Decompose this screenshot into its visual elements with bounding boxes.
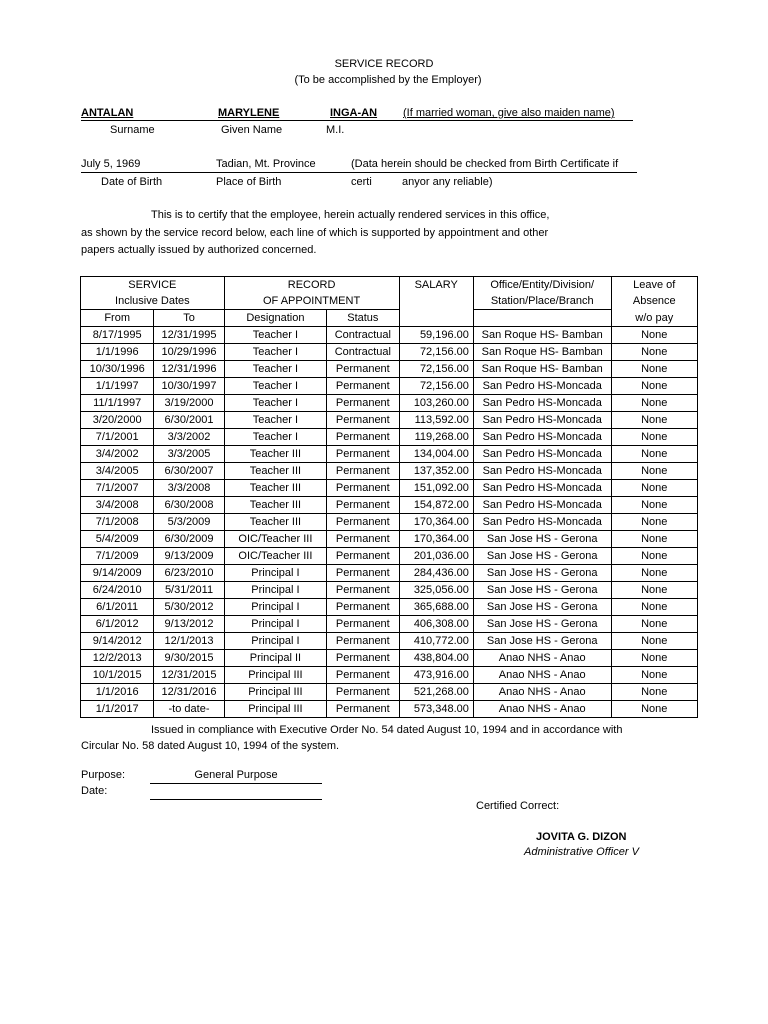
leave-without-pay-cell: None [611, 684, 697, 701]
to-date-cell: 9/13/2012 [154, 616, 224, 633]
salary-cell: 201,036.00 [399, 548, 473, 565]
leave-without-pay-cell: None [611, 344, 697, 361]
purpose-value: General Purpose [194, 769, 278, 781]
given-name-value: MARYLENE [218, 107, 280, 119]
header-leave-3: w/o pay [611, 310, 697, 327]
salary-cell: 325,056.00 [399, 582, 473, 599]
header-record: RECORD [224, 277, 399, 294]
from-date-cell: 1/1/2017 [81, 701, 154, 718]
table-row [81, 667, 698, 684]
from-date-cell: 3/4/2008 [81, 497, 154, 514]
table-row [81, 582, 698, 599]
office-cell: Anao NHS - Anao [473, 667, 611, 684]
designation-cell: Teacher III [224, 463, 326, 480]
salary-cell: 72,156.00 [399, 344, 473, 361]
office-cell: San Pedro HS-Moncada [473, 446, 611, 463]
office-cell: San Pedro HS-Moncada [473, 497, 611, 514]
leave-without-pay-cell: None [611, 599, 697, 616]
from-date-cell: 6/1/2012 [81, 616, 154, 633]
status-cell: Permanent [327, 361, 399, 378]
status-cell: Permanent [327, 463, 399, 480]
status-cell: Permanent [327, 497, 399, 514]
to-date-cell: 5/3/2009 [154, 514, 224, 531]
table-row [81, 344, 698, 361]
office-cell: Anao NHS - Anao [473, 650, 611, 667]
salary-cell: 103,260.00 [399, 395, 473, 412]
office-cell: San Pedro HS-Moncada [473, 412, 611, 429]
birth-place-label: Place of Birth [216, 176, 282, 188]
header-from: From [81, 310, 154, 327]
designation-cell: Teacher III [224, 480, 326, 497]
table-row [81, 378, 698, 395]
salary-cell: 137,352.00 [399, 463, 473, 480]
from-date-cell: 6/1/2011 [81, 599, 154, 616]
leave-without-pay-cell: None [611, 531, 697, 548]
designation-cell: Principal III [224, 667, 326, 684]
table-header-row-1 [81, 277, 698, 294]
status-cell: Permanent [327, 599, 399, 616]
birth-certificate-note: (Data herein should be checked from Birth Certificate if [351, 158, 619, 170]
to-date-cell: 12/1/2013 [154, 633, 224, 650]
designation-cell: Teacher I [224, 327, 326, 344]
to-date-cell: 6/30/2009 [154, 531, 224, 548]
certification-line-2: as shown by the service record below, each line of which is supported by appointment and other [81, 227, 549, 239]
status-cell: Permanent [327, 548, 399, 565]
header-office-1: Office/Entity/Division/ [473, 277, 611, 294]
salary-cell: 573,348.00 [399, 701, 473, 718]
compliance-line-1: Issued in compliance with Executive Order No. 54 dated August 10, 1994 and in accordance with [151, 724, 623, 736]
salary-cell: 438,804.00 [399, 650, 473, 667]
compliance-line-2: Circular No. 58 dated August 10, 1994 of the system. [81, 740, 340, 752]
leave-without-pay-cell: None [611, 480, 697, 497]
from-date-cell: 7/1/2001 [81, 429, 154, 446]
to-date-cell: 9/13/2009 [154, 548, 224, 565]
status-cell: Permanent [327, 650, 399, 667]
salary-cell: 154,872.00 [399, 497, 473, 514]
leave-without-pay-cell: None [611, 633, 697, 650]
office-cell: San Roque HS- Bamban [473, 361, 611, 378]
designation-cell: Teacher III [224, 497, 326, 514]
table-row [81, 412, 698, 429]
table-row [81, 395, 698, 412]
leave-without-pay-cell: None [611, 446, 697, 463]
leave-without-pay-cell: None [611, 429, 697, 446]
office-cell: San Jose HS - Gerona [473, 633, 611, 650]
office-cell: San Pedro HS-Moncada [473, 378, 611, 395]
header-leave-1: Leave of [611, 277, 697, 294]
header-office-2: Station/Place/Branch [473, 293, 611, 310]
status-cell: Contractual [327, 327, 399, 344]
birth-underline [81, 172, 637, 173]
salary-cell: 113,592.00 [399, 412, 473, 429]
to-date-cell: 3/3/2005 [154, 446, 224, 463]
designation-cell: Principal I [224, 565, 326, 582]
purpose-underline [150, 783, 322, 784]
table-row [81, 480, 698, 497]
salary-cell: 365,688.00 [399, 599, 473, 616]
office-cell: San Jose HS - Gerona [473, 565, 611, 582]
salary-cell: 473,916.00 [399, 667, 473, 684]
from-date-cell: 7/1/2007 [81, 480, 154, 497]
table-row [81, 684, 698, 701]
office-cell: San Pedro HS-Moncada [473, 480, 611, 497]
from-date-cell: 3/4/2002 [81, 446, 154, 463]
certified-correct-label: Certified Correct: [476, 800, 560, 812]
surname-label: Surname [110, 124, 155, 136]
table-row [81, 446, 698, 463]
certification-line-3: papers actually issued by authorized concerned. [81, 244, 317, 256]
leave-without-pay-cell: None [611, 565, 697, 582]
status-cell: Permanent [327, 395, 399, 412]
from-date-cell: 3/4/2005 [81, 463, 154, 480]
office-cell: San Pedro HS-Moncada [473, 395, 611, 412]
header-inclusive-dates: Inclusive Dates [81, 293, 225, 310]
designation-cell: Teacher I [224, 412, 326, 429]
status-cell: Permanent [327, 412, 399, 429]
office-cell: San Jose HS - Gerona [473, 548, 611, 565]
designation-cell: OIC/Teacher III [224, 531, 326, 548]
table-row [81, 548, 698, 565]
to-date-cell: 3/3/2008 [154, 480, 224, 497]
birth-date-label: Date of Birth [101, 176, 163, 188]
table-row [81, 361, 698, 378]
designation-cell: Teacher I [224, 344, 326, 361]
birth-note-continued-a: certi [351, 176, 372, 188]
to-date-cell: 3/3/2002 [154, 429, 224, 446]
salary-cell: 151,092.00 [399, 480, 473, 497]
from-date-cell: 3/20/2000 [81, 412, 154, 429]
office-cell: Anao NHS - Anao [473, 684, 611, 701]
status-cell: Permanent [327, 667, 399, 684]
designation-cell: Principal I [224, 582, 326, 599]
office-cell: San Jose HS - Gerona [473, 616, 611, 633]
designation-cell: Principal III [224, 701, 326, 718]
office-cell: San Jose HS - Gerona [473, 599, 611, 616]
birth-note-continued-b: anyor any reliable) [402, 176, 493, 188]
leave-without-pay-cell: None [611, 701, 697, 718]
header-salary-blank [399, 293, 473, 310]
leave-without-pay-cell: None [611, 395, 697, 412]
office-cell: San Jose HS - Gerona [473, 531, 611, 548]
table-row [81, 327, 698, 344]
from-date-cell: 1/1/1996 [81, 344, 154, 361]
signatory-name: JOVITA G. DIZON [536, 831, 627, 843]
header-leave-2: Absence [611, 293, 697, 310]
office-cell: San Pedro HS-Moncada [473, 514, 611, 531]
given-name-label: Given Name [221, 124, 283, 136]
status-cell: Permanent [327, 429, 399, 446]
leave-without-pay-cell: None [611, 650, 697, 667]
designation-cell: Principal III [224, 684, 326, 701]
salary-cell: 410,772.00 [399, 633, 473, 650]
status-cell: Permanent [327, 378, 399, 395]
to-date-cell: 9/30/2015 [154, 650, 224, 667]
salary-cell: 72,156.00 [399, 378, 473, 395]
salary-cell: 59,196.00 [399, 327, 473, 344]
to-date-cell: 6/23/2010 [154, 565, 224, 582]
to-date-cell: -to date- [154, 701, 224, 718]
office-cell: San Pedro HS-Moncada [473, 429, 611, 446]
office-cell: San Roque HS- Bamban [473, 327, 611, 344]
header-designation: Designation [224, 310, 326, 327]
status-cell: Permanent [327, 633, 399, 650]
to-date-cell: 12/31/2016 [154, 684, 224, 701]
leave-without-pay-cell: None [611, 497, 697, 514]
birth-place-value: Tadian, Mt. Province [216, 158, 316, 170]
date-label: Date: [81, 785, 108, 797]
status-cell: Permanent [327, 531, 399, 548]
designation-cell: Principal I [224, 599, 326, 616]
salary-cell: 521,268.00 [399, 684, 473, 701]
to-date-cell: 5/31/2011 [154, 582, 224, 599]
table-header-row-2 [81, 293, 698, 310]
table-row [81, 531, 698, 548]
designation-cell: Principal II [224, 650, 326, 667]
office-cell: San Pedro HS-Moncada [473, 463, 611, 480]
header-to: To [154, 310, 224, 327]
to-date-cell: 12/31/1996 [154, 361, 224, 378]
designation-cell: Principal I [224, 633, 326, 650]
status-cell: Contractual [327, 344, 399, 361]
from-date-cell: 9/14/2012 [81, 633, 154, 650]
middle-initial-value: INGA-AN [330, 107, 378, 119]
signatory-title: Administrative Officer V [524, 846, 639, 858]
designation-cell: Teacher I [224, 378, 326, 395]
table-row [81, 599, 698, 616]
maiden-name-note: (If married woman, give also maiden name) [403, 107, 615, 119]
designation-cell: Teacher III [224, 514, 326, 531]
from-date-cell: 1/1/1997 [81, 378, 154, 395]
from-date-cell: 9/14/2009 [81, 565, 154, 582]
leave-without-pay-cell: None [611, 327, 697, 344]
from-date-cell: 10/1/2015 [81, 667, 154, 684]
office-cell: Anao NHS - Anao [473, 701, 611, 718]
salary-cell: 170,364.00 [399, 514, 473, 531]
from-date-cell: 10/30/1996 [81, 361, 154, 378]
document-title: SERVICE RECORD [334, 58, 434, 70]
office-cell: San Jose HS - Gerona [473, 582, 611, 599]
table-row [81, 429, 698, 446]
leave-without-pay-cell: None [611, 548, 697, 565]
designation-cell: Teacher I [224, 361, 326, 378]
salary-cell: 134,004.00 [399, 446, 473, 463]
from-date-cell: 7/1/2009 [81, 548, 154, 565]
to-date-cell: 12/31/1995 [154, 327, 224, 344]
document-subtitle: (To be accomplished by the Employer) [294, 74, 482, 86]
leave-without-pay-cell: None [611, 514, 697, 531]
header-salary: SALARY [399, 277, 473, 294]
leave-without-pay-cell: None [611, 582, 697, 599]
designation-cell: OIC/Teacher III [224, 548, 326, 565]
middle-initial-label: M.I. [326, 124, 345, 136]
to-date-cell: 10/30/1997 [154, 378, 224, 395]
header-office-blank [473, 310, 611, 327]
leave-without-pay-cell: None [611, 463, 697, 480]
header-service: SERVICE [81, 277, 225, 294]
status-cell: Permanent [327, 616, 399, 633]
to-date-cell: 6/30/2001 [154, 412, 224, 429]
designation-cell: Teacher I [224, 395, 326, 412]
to-date-cell: 10/29/1996 [154, 344, 224, 361]
birth-date-value: July 5, 1969 [81, 158, 141, 170]
table-row [81, 565, 698, 582]
status-cell: Permanent [327, 446, 399, 463]
from-date-cell: 1/1/2016 [81, 684, 154, 701]
table-row [81, 701, 698, 718]
salary-cell: 72,156.00 [399, 361, 473, 378]
to-date-cell: 5/30/2012 [154, 599, 224, 616]
table-row [81, 616, 698, 633]
designation-cell: Teacher III [224, 446, 326, 463]
leave-without-pay-cell: None [611, 616, 697, 633]
surname-value: ANTALAN [81, 107, 134, 119]
name-underline [81, 120, 633, 121]
leave-without-pay-cell: None [611, 412, 697, 429]
purpose-label: Purpose: [81, 769, 126, 781]
from-date-cell: 5/4/2009 [81, 531, 154, 548]
from-date-cell: 8/17/1995 [81, 327, 154, 344]
salary-cell: 284,436.00 [399, 565, 473, 582]
status-cell: Permanent [327, 480, 399, 497]
office-cell: San Roque HS- Bamban [473, 344, 611, 361]
certification-line-1: This is to certify that the employee, herein actually rendered services in this office, [151, 209, 550, 221]
header-status: Status [327, 310, 399, 327]
from-date-cell: 11/1/1997 [81, 395, 154, 412]
status-cell: Permanent [327, 582, 399, 599]
designation-cell: Principal I [224, 616, 326, 633]
header-of-appointment: OF APPOINTMENT [224, 293, 399, 310]
table-row [81, 650, 698, 667]
from-date-cell: 6/24/2010 [81, 582, 154, 599]
from-date-cell: 7/1/2008 [81, 514, 154, 531]
status-cell: Permanent [327, 514, 399, 531]
status-cell: Permanent [327, 701, 399, 718]
table-row [81, 633, 698, 650]
leave-without-pay-cell: None [611, 361, 697, 378]
table-row [81, 497, 698, 514]
leave-without-pay-cell: None [611, 378, 697, 395]
salary-cell: 119,268.00 [399, 429, 473, 446]
designation-cell: Teacher I [224, 429, 326, 446]
from-date-cell: 12/2/2013 [81, 650, 154, 667]
service-record-table [80, 276, 698, 718]
salary-cell: 170,364.00 [399, 531, 473, 548]
table-row [81, 463, 698, 480]
to-date-cell: 12/31/2015 [154, 667, 224, 684]
table-row [81, 514, 698, 531]
date-underline [150, 799, 322, 800]
status-cell: Permanent [327, 565, 399, 582]
to-date-cell: 6/30/2007 [154, 463, 224, 480]
salary-cell: 406,308.00 [399, 616, 473, 633]
table-header-row-3 [81, 310, 698, 327]
header-salary-blank-2 [399, 310, 473, 327]
to-date-cell: 3/19/2000 [154, 395, 224, 412]
to-date-cell: 6/30/2008 [154, 497, 224, 514]
status-cell: Permanent [327, 684, 399, 701]
leave-without-pay-cell: None [611, 667, 697, 684]
